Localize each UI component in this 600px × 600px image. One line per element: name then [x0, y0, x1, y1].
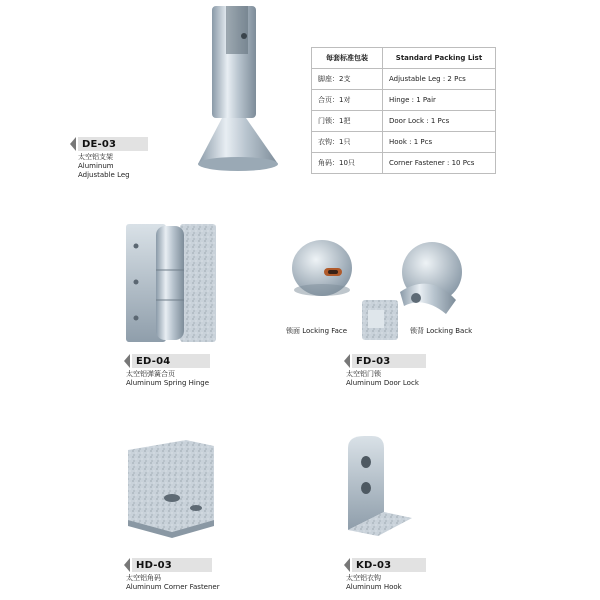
- locking-face-caption: 锁面 Locking Face: [286, 327, 348, 335]
- header-en: Standard Packing List: [383, 48, 496, 69]
- table-row: [312, 111, 496, 132]
- chevron-left-icon: [124, 558, 130, 572]
- product-desc-fd03: 太空铝门锁 Aluminum Door Lock: [346, 370, 419, 387]
- product-code-kd03: KD-03: [344, 558, 426, 572]
- table-row: [312, 90, 496, 111]
- locking-face-image: [292, 240, 352, 296]
- product-desc-hd03: 太空铝角码 Aluminum Corner Fastener: [126, 574, 220, 591]
- product-code-de03: DE-03: [70, 137, 148, 151]
- row-en: Door Lock : 1 Pcs: [383, 111, 496, 132]
- chevron-left-icon: [344, 354, 350, 368]
- row-cn: 合页：1对: [312, 90, 383, 111]
- chevron-left-icon: [344, 558, 350, 572]
- packing-list-table: [311, 47, 496, 174]
- product-desc-ed04: 太空铝弹簧合页 Aluminum Spring Hinge: [126, 370, 210, 387]
- row-en: Adjustable Leg : 2 Pcs: [383, 69, 496, 90]
- table-row: [312, 69, 496, 90]
- lock-body-image: [362, 300, 398, 340]
- row-cn: 脚座：2支: [312, 69, 383, 90]
- product-code-hd03: HD-03: [124, 558, 212, 572]
- row-en: Hinge : 1 Pair: [383, 90, 496, 111]
- row-en: Hook : 1 Pcs: [383, 132, 496, 153]
- chevron-left-icon: [124, 354, 130, 368]
- adjustable-leg-image: [198, 6, 278, 171]
- chevron-left-icon: [70, 137, 76, 151]
- product-code-ed04: ED-04: [124, 354, 210, 368]
- row-cn: 衣钩：1只: [312, 132, 383, 153]
- product-desc-de03: 太空铝支架 Aluminum Adjustable Leg: [78, 153, 130, 179]
- row-cn: 角码：10只: [312, 153, 383, 174]
- locking-back-caption: 锁背 Locking Back: [410, 327, 473, 335]
- product-code-fd03: FD-03: [344, 354, 426, 368]
- row-cn: 门锁：1把: [312, 111, 383, 132]
- locking-back-image: [400, 242, 462, 314]
- table-row: [312, 153, 496, 174]
- header-cn: 每套标准包装: [312, 48, 383, 69]
- spring-hinge-image: [126, 224, 216, 342]
- table-header-row: [312, 48, 496, 69]
- table-row: [312, 132, 496, 153]
- corner-fastener-image: [128, 440, 214, 538]
- hook-image: [348, 436, 412, 536]
- row-en: Corner Fastener : 10 Pcs: [383, 153, 496, 174]
- product-desc-kd03: 太空铝衣钩 Aluminum Hook: [346, 574, 402, 591]
